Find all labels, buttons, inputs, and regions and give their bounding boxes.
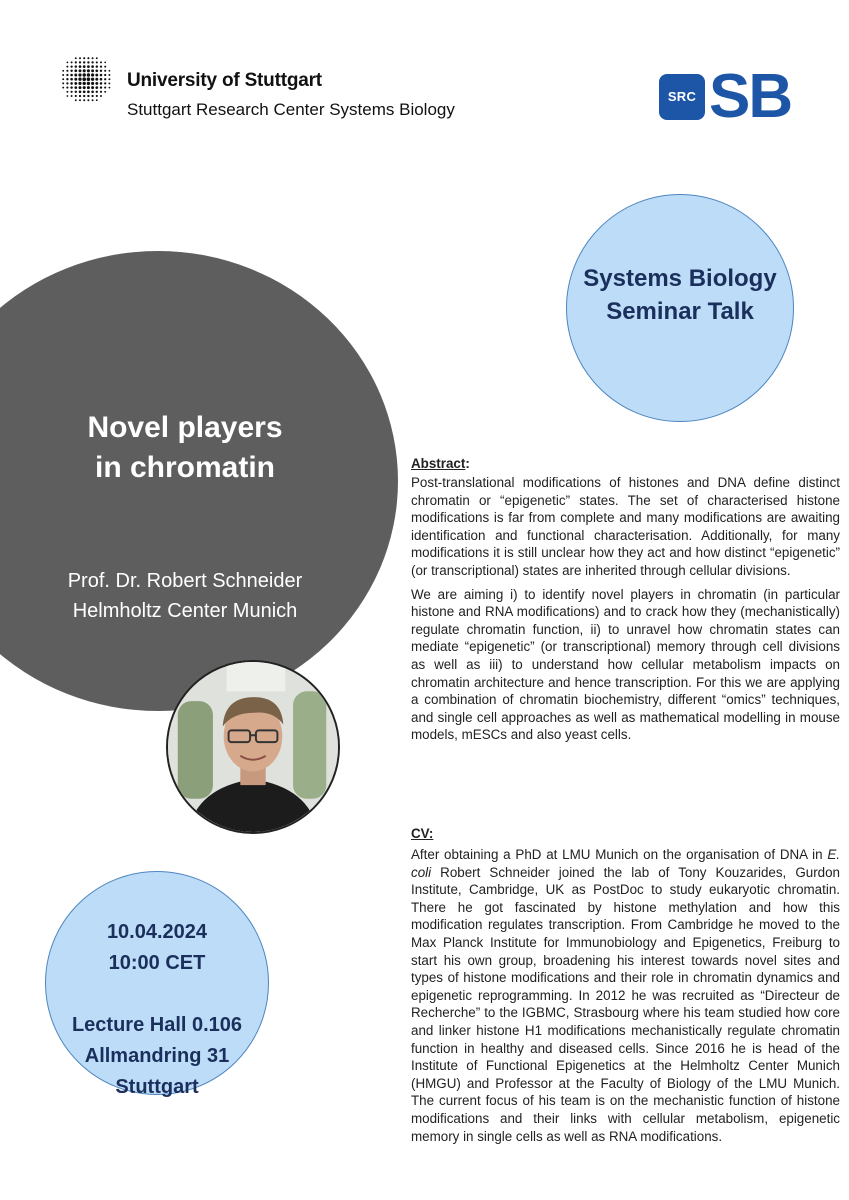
logo-dot xyxy=(71,95,73,97)
logo-dot xyxy=(96,91,98,93)
logo-dot xyxy=(87,69,90,72)
cv-body xyxy=(411,846,840,1145)
logo-dot xyxy=(83,69,86,72)
logo-dot xyxy=(67,95,69,97)
logo-dot xyxy=(91,65,94,68)
logo-dot xyxy=(74,74,77,77)
speaker-portrait-icon xyxy=(168,662,338,832)
logo-dot xyxy=(87,95,89,97)
event-time: 10:00 CET xyxy=(108,952,206,974)
logo-dot xyxy=(104,62,106,64)
logo-dot xyxy=(75,57,77,59)
seminar-line-2: Seminar Talk xyxy=(606,298,754,325)
logo-dot xyxy=(79,57,81,59)
logo-dot xyxy=(66,91,68,93)
logo-dot xyxy=(66,70,68,72)
seminar-label xyxy=(566,262,794,328)
logo-dot xyxy=(96,95,98,97)
src-badge-label: SRC xyxy=(667,89,697,104)
logo-dot xyxy=(87,57,89,59)
logo-dot xyxy=(70,78,73,81)
logo-dot xyxy=(87,65,90,68)
logo-dot xyxy=(95,78,98,81)
logo-dot xyxy=(91,91,94,94)
logo-dot xyxy=(108,74,110,76)
logo-dot xyxy=(109,87,111,89)
logo-dot xyxy=(75,61,77,63)
logo-dot xyxy=(108,82,110,84)
logo-dot xyxy=(62,70,64,72)
logo-dot xyxy=(66,78,68,80)
logo-dot xyxy=(95,69,98,72)
logo-dot xyxy=(78,78,81,81)
speaker-name: Prof. Dr. Robert Schneider xyxy=(67,570,303,592)
logo-dot xyxy=(100,91,102,93)
event-room: Lecture Hall 0.106 xyxy=(71,1014,243,1036)
logo-dot xyxy=(74,78,77,81)
logo-dot xyxy=(79,86,82,89)
logo-dot xyxy=(100,82,103,85)
logo-dot xyxy=(100,86,102,88)
logo-dot xyxy=(83,90,86,93)
abstract-heading-label: Abstract xyxy=(411,456,466,471)
logo-dot xyxy=(95,82,98,85)
logo-dot xyxy=(104,91,106,93)
logo-dot xyxy=(104,74,106,76)
logo-dot xyxy=(70,91,72,93)
logo-dot xyxy=(67,62,69,64)
logo-dot xyxy=(66,74,68,76)
logo-dot xyxy=(100,70,102,72)
logo-dot xyxy=(91,78,94,81)
logo-dot xyxy=(87,99,89,101)
logo-dot xyxy=(83,61,85,63)
logo-dot xyxy=(87,77,91,81)
logo-dot xyxy=(78,73,81,76)
logo-dot xyxy=(87,90,90,93)
logo-dot xyxy=(66,87,68,89)
logo-dot xyxy=(91,69,94,72)
logo-dot xyxy=(87,73,90,76)
event-details xyxy=(45,917,269,1103)
cv-text: Robert Schneider joined the lab of Tony Kouzarides, Gurdon Institute, Cambridge, UK as PostDoc to study eukaryotic chromatin. There he got fascinated by histone methylation and how this modification regulates transcription. From Cambridge he moved to the Max Planck Institute for Immunobiology and Epigenetics, Freiburg to start his own group, broadening his interest towards novel sites and types of histone modifications and their role in chromatin dynamics and epigenetic reprogramming. In 2012 he was recruited as “Directeur de Recherche” to the IGBMC, Strasbourg where his team studied how core and linker histone H1 modifications mechanistically regulate chromatin function in healthy and diseased cells. Since 2016 he is head of the Institute of Functional Epigenetics at the Helmholtz Center Munich (HMGU) and Professor at the Faculty of Biology of the LMU Munich. The current focus of his team is on the mechanistic function of histone modifications and their links with cellular metabolism, epigenetic memory in single cells as well as RNA modifications. xyxy=(411,864,840,1144)
logo-dot xyxy=(91,61,93,63)
logo-dot xyxy=(108,78,110,80)
logo-dot xyxy=(100,66,102,68)
cv-organism: E. coli xyxy=(411,847,840,880)
logo-dot xyxy=(100,78,103,81)
logo-dot xyxy=(74,82,77,85)
logo-dot xyxy=(83,82,86,85)
logo-dot xyxy=(91,82,94,85)
logo-dot xyxy=(91,95,93,97)
logo-dot xyxy=(91,73,94,76)
logo-dot xyxy=(100,61,102,63)
talk-title-line-2: in chromatin xyxy=(94,451,275,484)
logo-dot xyxy=(104,70,106,72)
speaker-photo xyxy=(166,660,340,834)
cv-intro: After obtaining a PhD at LMU Munich on the organisation of DNA in xyxy=(411,847,828,862)
logo-dot xyxy=(79,90,82,93)
logo-dot xyxy=(109,70,111,72)
logo-dot xyxy=(82,73,85,76)
abstract-body xyxy=(411,474,840,744)
logo-dot xyxy=(70,70,72,72)
logo-dot xyxy=(74,69,77,72)
logo-dot xyxy=(62,82,64,84)
logo-dot xyxy=(104,82,106,84)
logo-dot xyxy=(104,78,106,80)
speaker-info xyxy=(30,566,340,626)
logo-dot xyxy=(66,66,68,68)
logo-dot xyxy=(75,91,77,93)
logo-dot xyxy=(83,57,85,59)
university-name: University of Stuttgart xyxy=(127,70,322,91)
logo-dot xyxy=(87,82,90,85)
logo-dot xyxy=(104,87,106,89)
event-city: Stuttgart xyxy=(115,1076,199,1098)
logo-dot xyxy=(78,82,81,85)
logo-dot xyxy=(83,86,86,89)
logo-dot xyxy=(70,65,72,67)
research-center-name: Stuttgart Research Center Systems Biology xyxy=(127,100,455,119)
logo-dot xyxy=(83,95,85,97)
event-date: 10.04.2024 xyxy=(106,921,208,943)
logo-dot xyxy=(82,77,86,81)
logo-dot xyxy=(79,99,81,101)
logo-dot xyxy=(83,99,85,101)
logo-dot xyxy=(95,86,98,89)
seminar-line-1: Systems Biology xyxy=(583,265,777,292)
logo-dot xyxy=(71,61,73,63)
logo-dot xyxy=(66,82,68,84)
logo-dot xyxy=(70,82,73,85)
logo-dot xyxy=(83,65,86,68)
logo-dot xyxy=(96,65,98,67)
abstract-paragraph-2: We are aiming i) to identify novel players in chromatin (in particular histone and RNA modifications) and to crack how they (mechanistically) regulate chromatin function, ii) to unravel how chromatin states can mediate “epigenetic” (or transcriptional) memory through cell divisions as well as iii) to understand how cellular metabolism impacts on chromatin architecture and hence transcription. For this we are applying a combination of chromatin biochemistry, different “omics” techniques, and single cell approaches as well as mathematical modelling in mouse models, mESCs and also yeast cells. xyxy=(411,586,840,743)
logo-dot xyxy=(70,86,72,88)
talk-title-line-1: Novel players xyxy=(87,411,283,444)
abstract-heading-colon: : xyxy=(465,456,470,471)
logo-dot xyxy=(75,99,77,101)
cv-paragraph xyxy=(411,846,840,1145)
logo-dot xyxy=(75,65,77,67)
event-street: Allmandring 31 xyxy=(84,1045,230,1067)
logo-dot xyxy=(75,95,77,97)
logo-dot xyxy=(96,61,98,63)
logo-dot xyxy=(62,87,64,89)
speaker-affiliation: Helmholtz Center Munich xyxy=(72,600,298,622)
logo-dot xyxy=(87,86,90,89)
logo-dot xyxy=(92,99,94,101)
logo-dot xyxy=(92,57,94,59)
logo-dot xyxy=(100,95,102,97)
logo-dot xyxy=(79,69,82,72)
logo-dot xyxy=(87,61,89,63)
logo-dot xyxy=(100,74,103,77)
logo-dot xyxy=(74,86,77,89)
cv-heading xyxy=(411,825,840,843)
talk-title xyxy=(40,408,330,488)
logo-dot xyxy=(62,78,64,80)
logo-dot xyxy=(104,66,106,68)
abstract-paragraph-1: Post-translational modifications of histones and DNA define distinct chromatin or “epigenetic” states. The set of characterised histone modifications is far from complete and many modifications are awaiting identification and functional characterisation. Additionally, for many modifications it is still unclear how they act and how distinct “epigenetic” (or transcriptional) states are inherited through cellular divisions. xyxy=(411,475,840,578)
spacer xyxy=(45,979,269,1010)
logo-dot xyxy=(91,86,94,89)
logo-dot xyxy=(70,74,73,77)
logo-dot xyxy=(79,61,81,63)
university-logo-icon xyxy=(57,52,115,106)
logo-dot xyxy=(95,74,98,77)
sb-logo-text: SB xyxy=(709,62,792,131)
logo-dot xyxy=(79,95,81,97)
logo-dot xyxy=(62,74,64,76)
logo-dot xyxy=(96,57,98,59)
logo-dot xyxy=(96,99,98,101)
src-sb-logo xyxy=(659,62,815,131)
cv-heading-label: CV: xyxy=(411,826,434,841)
logo-dot xyxy=(79,65,82,68)
abstract-heading xyxy=(411,455,840,473)
